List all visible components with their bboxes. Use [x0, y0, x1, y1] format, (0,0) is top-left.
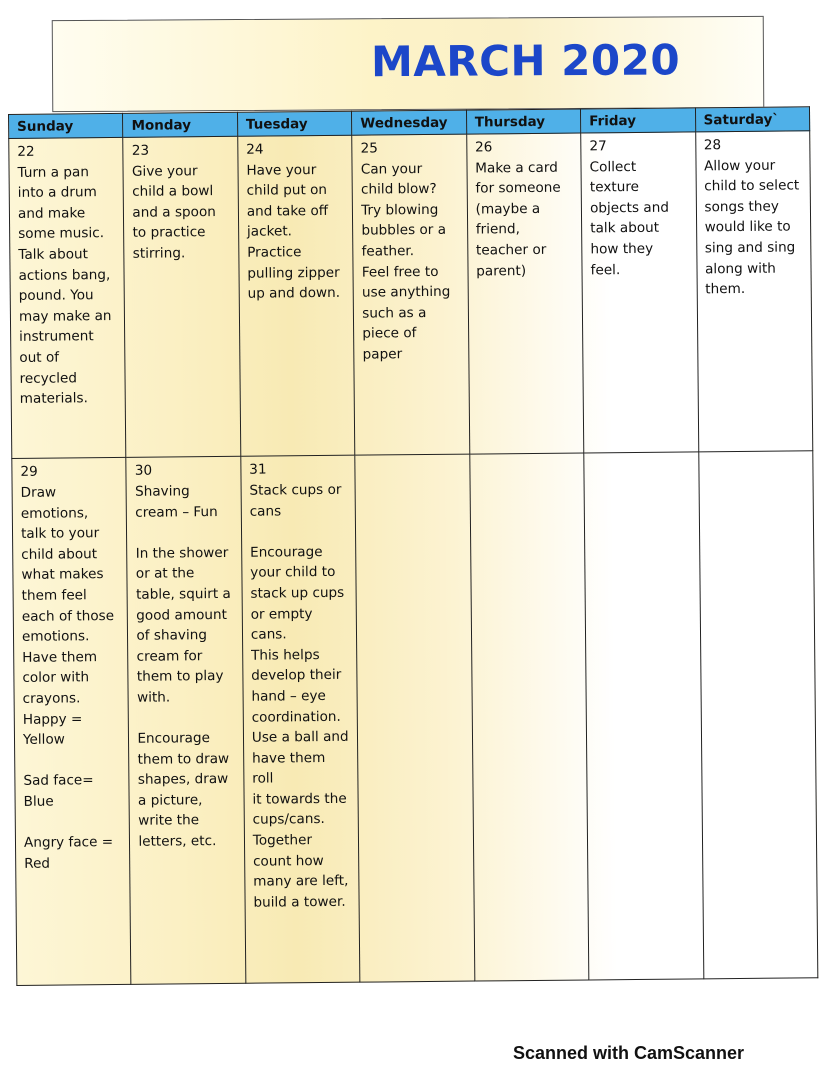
day-number: 26: [474, 139, 493, 156]
day-number: 27: [589, 138, 607, 155]
scanner-watermark: Scanned with CamScanner: [513, 1043, 745, 1063]
day-number: [478, 457, 575, 458]
day-number: [707, 455, 804, 456]
empty-day-cell: [698, 451, 818, 979]
day-number: 28: [703, 137, 722, 154]
calendar-title: MARCH 2020: [370, 35, 681, 87]
day-cell: [9, 137, 126, 458]
day-cell: [241, 456, 360, 984]
day-number: 22: [17, 143, 35, 160]
calendar-table: [8, 106, 818, 986]
title-banner: [52, 16, 765, 112]
day-activity: [707, 455, 804, 456]
day-activity: Can your child blow? Try blowing bubbles or a feather. Feel free to use anything such as a piece of paper: [360, 160, 451, 363]
weekday-header-sunday: Sunday: [9, 113, 124, 138]
day-cell: [238, 135, 355, 456]
day-activity: [364, 458, 461, 459]
day-activity: Give your child a bowl and a spoon to practice stirring.: [131, 162, 216, 262]
day-cell: [695, 131, 813, 452]
day-cell: [581, 132, 698, 453]
day-cell: [12, 458, 131, 986]
day-number: 25: [360, 140, 379, 157]
day-cell: [126, 457, 245, 985]
day-number: 29: [20, 464, 38, 481]
weekday-header-tuesday: Tuesday: [237, 111, 352, 136]
empty-day-cell: [469, 453, 588, 981]
day-activity: [478, 457, 575, 458]
day-activity: Have your child put on and take off jacket. Practice pulling zipper up and down.: [246, 161, 341, 302]
weekday-header-thursday: Thursday: [466, 109, 581, 134]
day-number: 30: [134, 463, 153, 480]
weekday-header-monday: Monday: [123, 112, 238, 137]
day-number: 23: [131, 142, 150, 159]
weekday-header-friday: Friday: [581, 108, 696, 133]
day-activity: Stack cups or cans Encourage your child to stack up cups or empty cans. This helps develop their hand – eye coordination. Use a ball and have them roll it towards the cups/cans. Together count how many are left, build a tower.: [249, 481, 349, 911]
day-activity: Turn a pan into a drum and make some music. Talk about actions bang, pound. You may make an instrument out of recycled materials.: [17, 163, 112, 408]
day-activity: Allow your child to select songs they would like to sing and sing along with them.: [703, 157, 800, 298]
day-activity: Collect texture objects and talk about how they feel.: [589, 158, 669, 278]
day-number: [592, 456, 689, 457]
day-number: 31: [249, 461, 267, 479]
weekday-header-saturday: Saturday`: [695, 107, 810, 132]
day-number: 24: [246, 141, 264, 158]
day-activity: Make a card for someone (maybe a friend, teacher or parent): [475, 159, 561, 280]
day-number: [364, 458, 461, 459]
week-row: [9, 131, 813, 459]
day-activity: Draw emotions, talk to your child about what makes them feel each of those emotions. Have them color with crayons. Happy = Yellow Sad face= Blue Angry face = Red: [20, 484, 115, 872]
day-cell: [352, 134, 469, 455]
day-cell: [123, 136, 240, 457]
day-activity: Shaving cream – Fun In the shower or at the table, squirt a good amount of shaving cream for them to play with. Encourage them to draw shapes, draw a picture, write the letters, etc.: [134, 483, 231, 850]
weekday-header-wednesday: Wednesday: [352, 110, 467, 135]
day-activity: [592, 456, 689, 457]
empty-day-cell: [584, 452, 703, 980]
calendar-grid: [8, 106, 818, 996]
empty-day-cell: [355, 454, 474, 982]
day-cell: [466, 133, 583, 454]
week-row: [12, 451, 818, 985]
